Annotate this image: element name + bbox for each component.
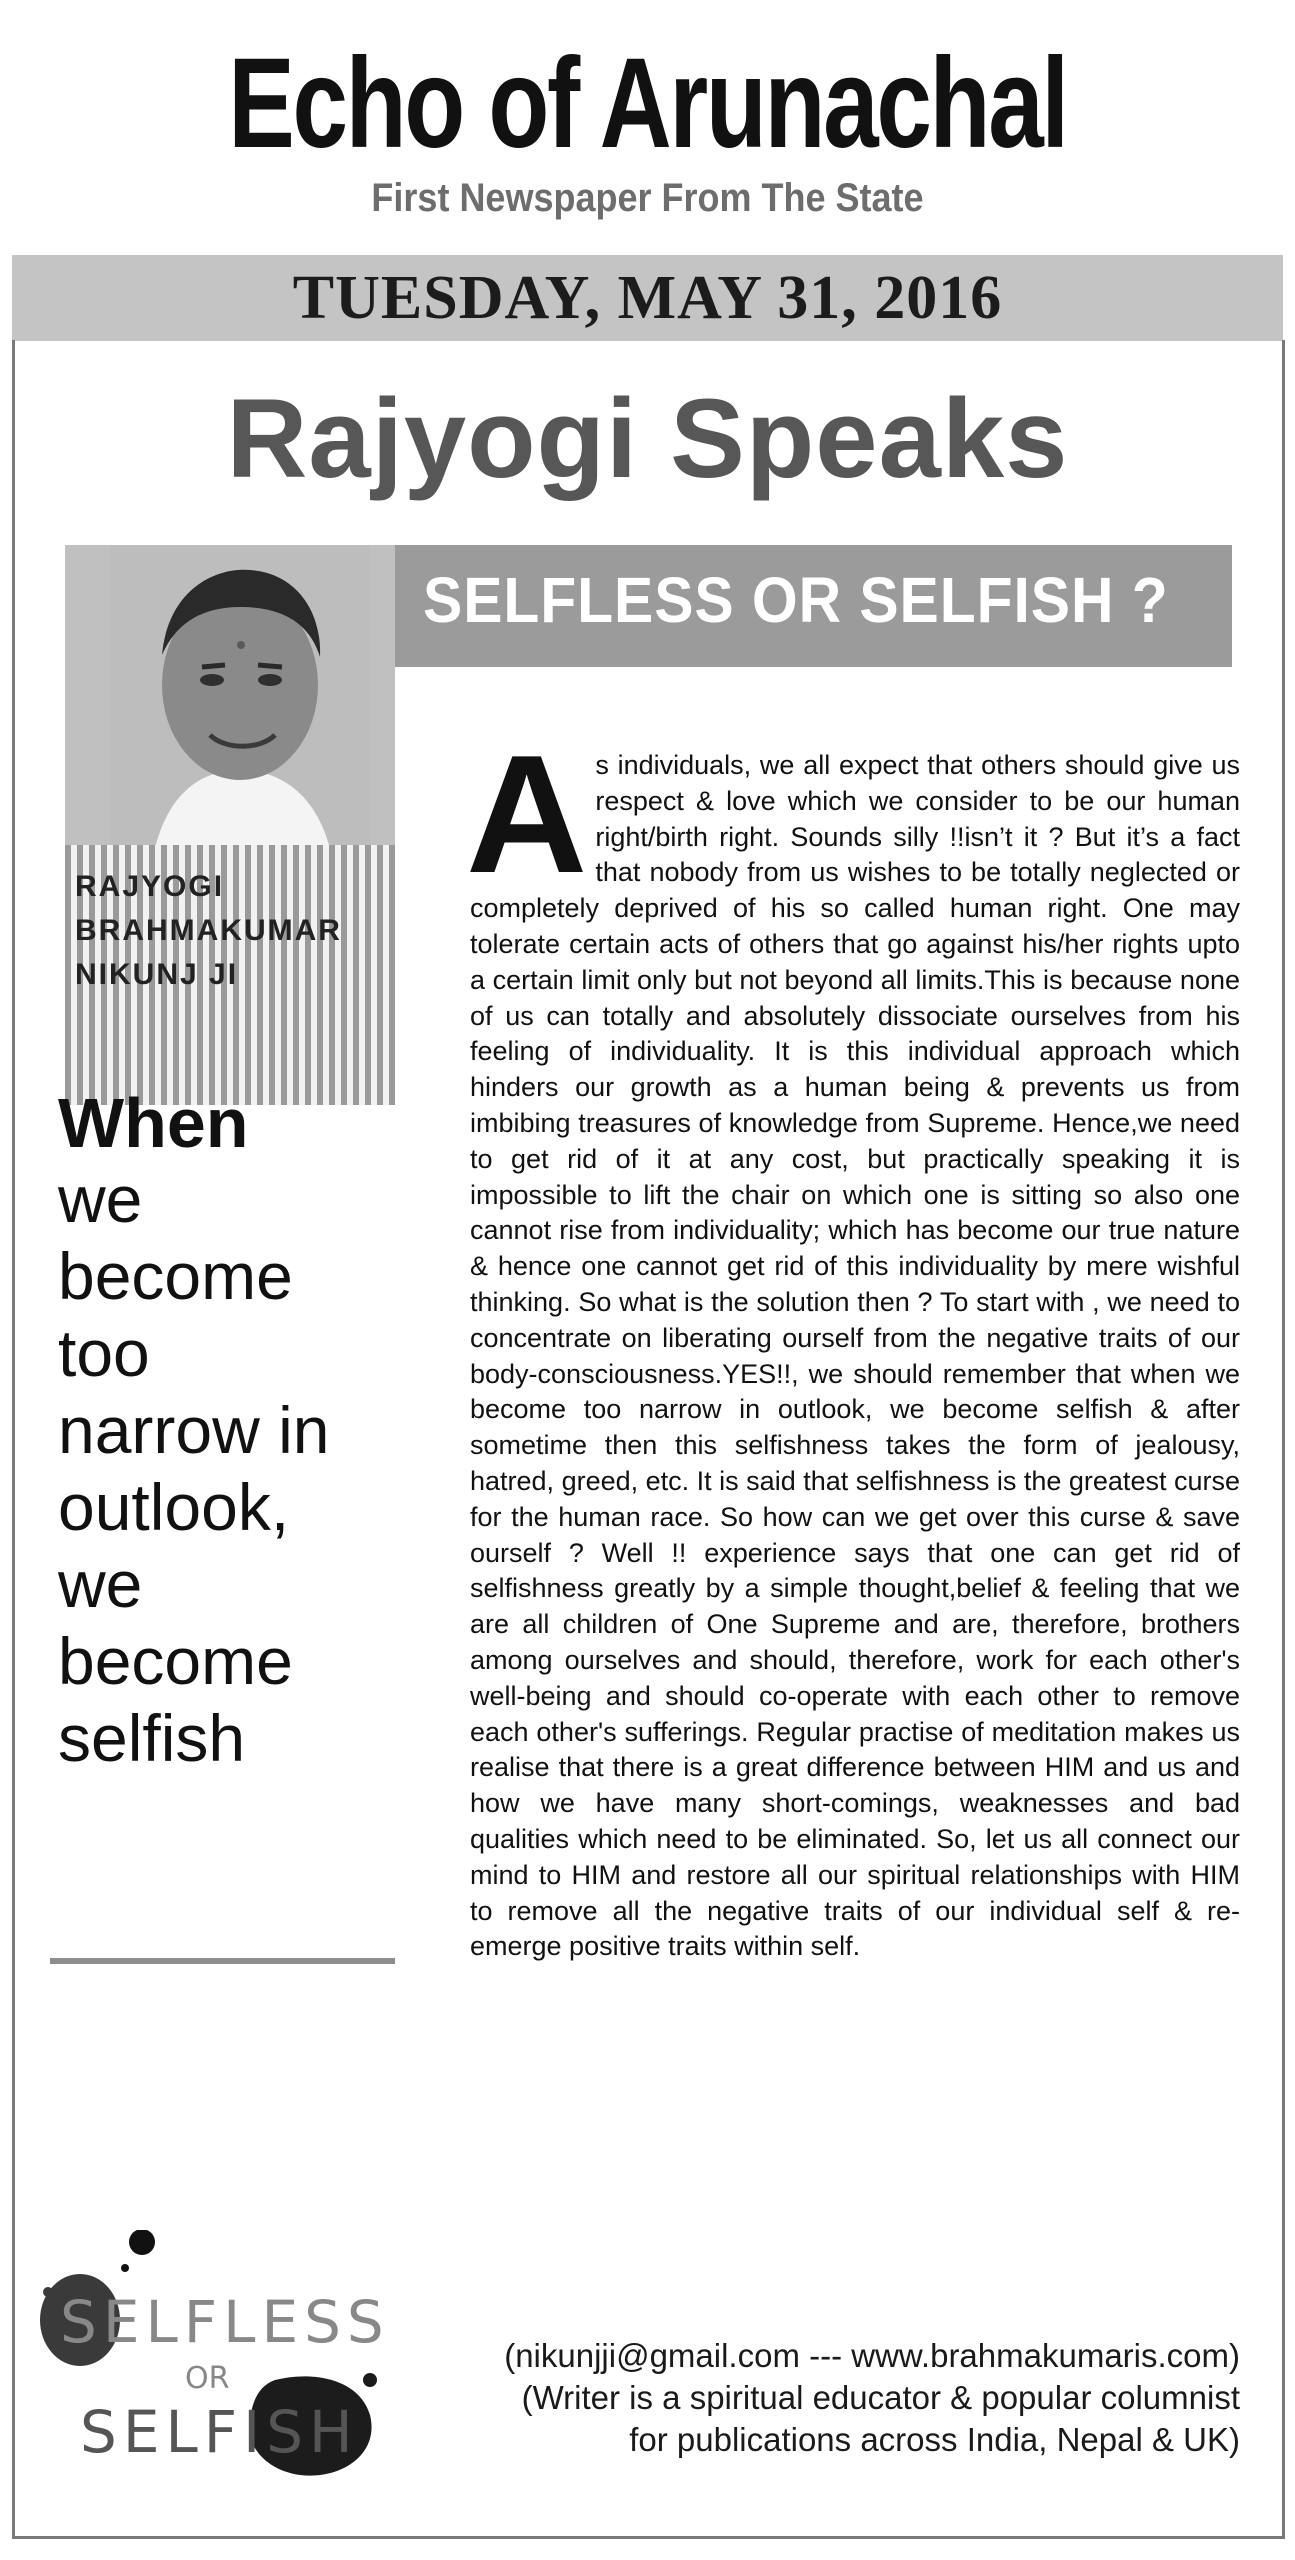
- pull-quote-rule: [50, 1958, 395, 1964]
- pull-quote: [58, 1085, 398, 1777]
- contact-line: (nikunjji@gmail.com --- www.brahmakumaris.com): [504, 2337, 1240, 2374]
- logo-text-or: OR: [185, 2361, 230, 2396]
- selfless-or-selfish-logo-icon: [40, 2230, 440, 2490]
- newspaper-tagline: First Newspaper From The State: [371, 176, 924, 220]
- article-text: s individuals, we all expect that others should give us respect & love which we consider to be our human right/birth right. Sounds silly !!isn’t it ? But it’s a fact that nobody from us wishes to be totally neglected or completely deprived of his so called human right. One may tolerate certain acts of others that go against his/her rights upto a certain limit only but not beyond all limits.This is because none of us can totally and absolutely dissociate ourselves from his feeling of individuality. It is this individual approach which hinders our growth as a human being & prevents us from imbibing treasures of knowledge from Supreme. Hence,we need to get rid of it at any cost, but practically speaking it is impossible to lift the chair on which one is sitting so also one cannot rise from individuality; which has become our true nature & hence one cannot get rid of this individuality by mere wishful thinking. So what is the solution then ? To start with , we need to concentrate on liberating ourself from the negative traits of our body-consciousness.YES!!, we should remember that when we become too narrow in outlook, we become selfish & after sometime then this selfishness takes the form of jealousy, hatred, greed, etc. It is said that selfishness is the greatest curse for the human race. So how can we get over this curse & save ourself ? Well !! experience says that one can get rid of selfishness greatly by a simple thought,belief & feeling that we are all children of One Supreme and are, therefore, brothers among ourselves and should, therefore, work for each other's well-being and should co-operate with each other to remove each other's sufferings. Regular practise of meditation makes us realise that there is a great difference between HIM and us and how we have many short-comings, weaknesses and bad qualities which need to be eliminated. So, let us all connect our mind to HIM and restore all our spiritual relationships with HIM to remove all the negative traits of our individual self & re-emerge positive traits within self.: [470, 750, 1240, 1962]
- newspaper-title: Echo of Arunachal: [228, 32, 1067, 175]
- headline: SELFLESS OR SELFISH ?: [423, 564, 1169, 636]
- logo-text-selfless: SELFLESS: [60, 2288, 390, 2356]
- headline-bar: [395, 545, 1232, 667]
- author-portrait-icon: [110, 545, 370, 865]
- pull-quote-lead: When: [58, 1084, 249, 1162]
- author-name-line2: BRAHMAKUMAR: [75, 914, 342, 947]
- writer-bio-line2: for publications across India, Nepal & UK): [629, 2421, 1240, 2458]
- article-footer: [420, 2335, 1240, 2461]
- masthead: [0, 32, 1295, 221]
- writer-bio-line1: (Writer is a spiritual educator & popular columnist: [521, 2379, 1240, 2416]
- date-bar: [12, 255, 1283, 341]
- author-name: [75, 865, 342, 997]
- pull-quote-text: we become too narrow in outlook, we become selfish: [58, 1162, 330, 1775]
- author-name-line1: RAJYOGI: [75, 870, 225, 903]
- author-name-line3: NIKUNJ JI: [75, 958, 239, 991]
- section-title: Rajyogi Speaks: [226, 376, 1069, 501]
- logo-text-selfish: SELFISH: [80, 2398, 359, 2466]
- author-photo-box: [65, 545, 395, 1105]
- issue-date: TUESDAY, MAY 31, 2016: [292, 264, 1003, 332]
- article-body: [466, 720, 1240, 1965]
- drop-cap: A: [466, 720, 588, 908]
